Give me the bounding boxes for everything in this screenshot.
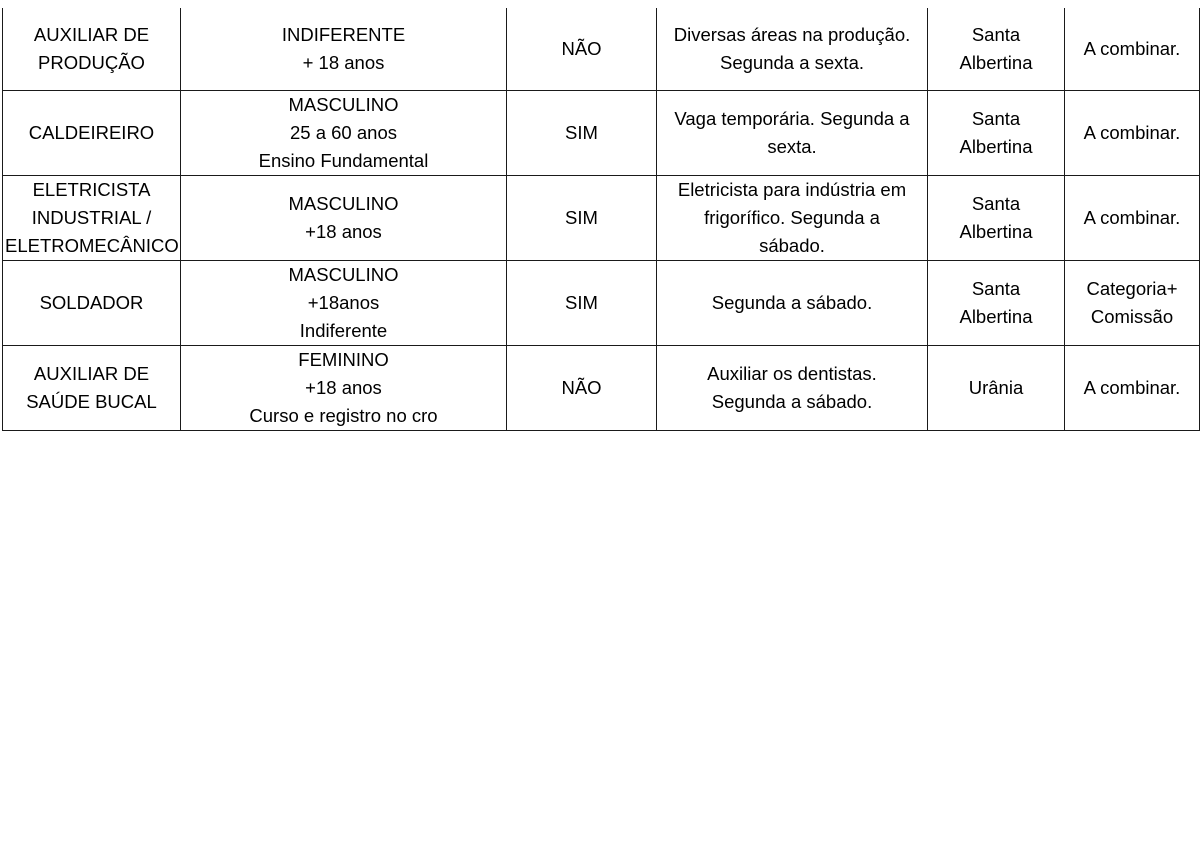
cell-cargo: AUXILIAR DE PRODUÇÃO	[3, 8, 181, 90]
cell-cidade: Urânia	[928, 345, 1065, 430]
table-row	[3, 175, 1200, 260]
job-listings-table-wrapper	[2, 8, 1199, 431]
cell-experiencia: SIM	[507, 175, 657, 260]
cell-cargo: CALDEIREIRO	[3, 90, 181, 175]
cell-requisitos: MASCULINO 25 a 60 anos Ensino Fundamental	[181, 90, 507, 175]
cell-salario: A combinar.	[1065, 90, 1200, 175]
cell-experiencia: SIM	[507, 260, 657, 345]
job-listings-table	[2, 8, 1200, 431]
table-row	[3, 8, 1200, 90]
cell-cidade: Santa Albertina	[928, 90, 1065, 175]
cell-experiencia: NÃO	[507, 8, 657, 90]
cell-requisitos: INDIFERENTE + 18 anos	[181, 8, 507, 90]
cell-experiencia: NÃO	[507, 345, 657, 430]
cell-salario: A combinar.	[1065, 8, 1200, 90]
cell-cargo: SOLDADOR	[3, 260, 181, 345]
cell-salario: Categoria+ Comissão	[1065, 260, 1200, 345]
cell-cidade: Santa Albertina	[928, 175, 1065, 260]
cell-experiencia: SIM	[507, 90, 657, 175]
cell-descricao: Eletricista para indústria em frigorífico. Segunda a sábado.	[657, 175, 928, 260]
cell-requisitos: MASCULINO +18 anos	[181, 175, 507, 260]
cell-descricao: Auxiliar os dentistas. Segunda a sábado.	[657, 345, 928, 430]
cell-descricao: Diversas áreas na produção. Segunda a sexta.	[657, 8, 928, 90]
cell-requisitos: MASCULINO +18anos Indiferente	[181, 260, 507, 345]
cell-cidade: Santa Albertina	[928, 8, 1065, 90]
cell-requisitos: FEMININO +18 anos Curso e registro no cro	[181, 345, 507, 430]
cell-salario: A combinar.	[1065, 175, 1200, 260]
cell-cargo: AUXILIAR DE SAÚDE BUCAL	[3, 345, 181, 430]
cell-descricao: Vaga temporária. Segunda a sexta.	[657, 90, 928, 175]
table-row	[3, 90, 1200, 175]
cell-descricao: Segunda a sábado.	[657, 260, 928, 345]
table-row	[3, 345, 1200, 430]
table-row	[3, 260, 1200, 345]
cell-cargo: ELETRICISTA INDUSTRIAL / ELETROMECÂNICO	[3, 175, 181, 260]
cell-salario: A combinar.	[1065, 345, 1200, 430]
cell-cidade: Santa Albertina	[928, 260, 1065, 345]
